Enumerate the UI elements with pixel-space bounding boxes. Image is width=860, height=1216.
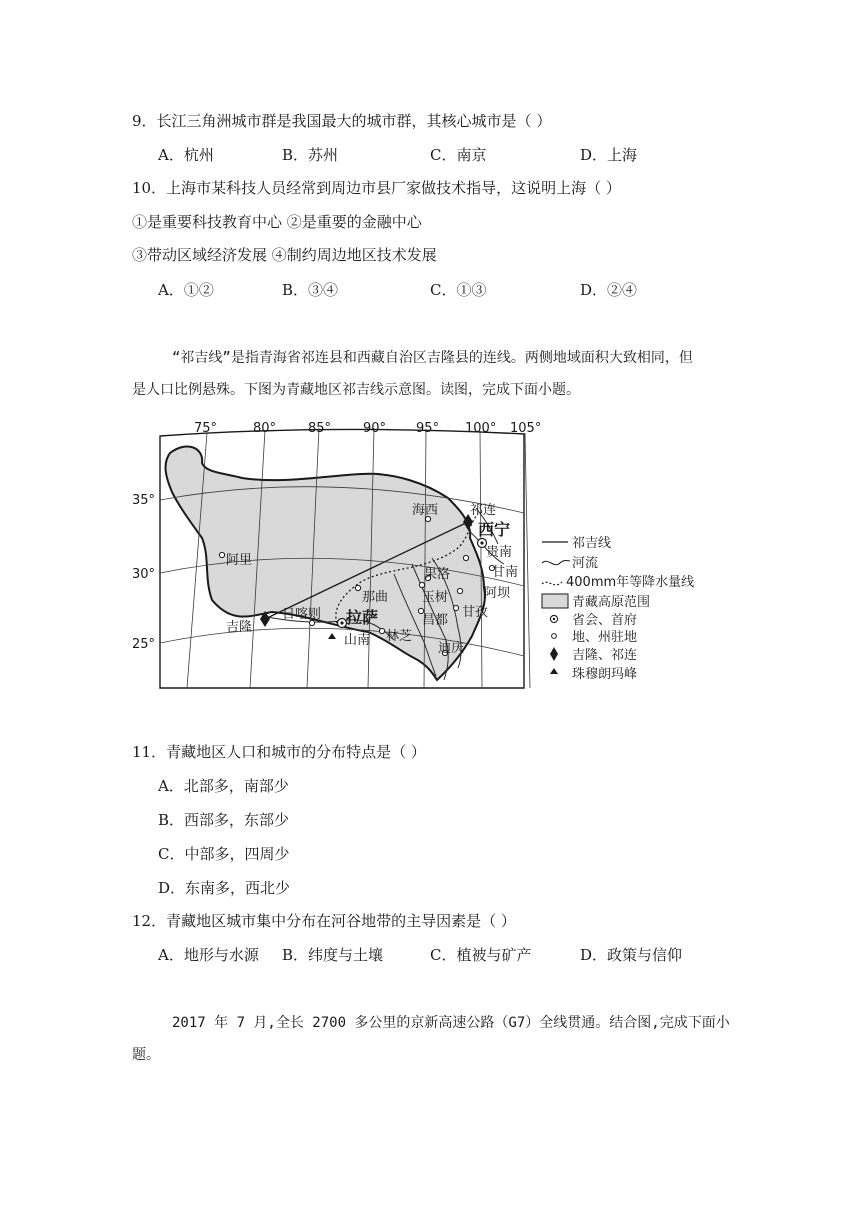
legend-prefecture: 地、州驻地	[572, 630, 638, 645]
q9-option-c[interactable]: C．南京	[430, 146, 487, 164]
lon-105: 105°	[510, 421, 542, 436]
label-guinan: 贵南	[486, 545, 513, 560]
legend-jilong-qilian: 吉隆、祁连	[572, 648, 638, 663]
label-ganzi: 甘孜	[462, 605, 489, 620]
label-ali: 阿里	[226, 553, 253, 568]
lat-35: 35°	[132, 493, 156, 508]
legend-isohyet: 400mm年等降水量线	[566, 575, 695, 590]
label-qilian: 祁连	[470, 503, 497, 518]
q9-option-d[interactable]: D．上海	[580, 146, 638, 164]
qiji-line-map	[132, 418, 732, 693]
label-guoluo: 果洛	[424, 567, 451, 582]
q10-stem: 10．上海市某科技人员经常到周边市县厂家做技术指导，这说明上海（ ）	[132, 179, 621, 197]
q12-stem: 12．青藏地区城市集中分布在河谷地带的主导因素是（ ）	[132, 912, 516, 930]
map-svg	[132, 418, 732, 693]
label-rikaze: 日喀则	[282, 607, 322, 622]
legend-river: 河流	[572, 556, 599, 571]
lon-75: 75°	[194, 421, 218, 436]
legend-qiji-line: 祁吉线	[572, 536, 612, 551]
q12-option-b[interactable]: B．纬度与土壤	[282, 946, 384, 964]
q11-option-a[interactable]: A．北部多，南部少	[158, 777, 289, 795]
intro2-line-2: 题。	[132, 1047, 160, 1063]
q10-option-a[interactable]: A．①②	[158, 281, 214, 299]
label-gannan: 甘南	[492, 565, 519, 580]
label-lasa: 拉萨	[346, 608, 379, 627]
map-legend	[542, 535, 694, 682]
lon-85: 85°	[308, 421, 332, 436]
lon-90: 90°	[363, 421, 387, 436]
q11-option-b[interactable]: B．西部多，东部少	[158, 811, 290, 829]
q12-option-d[interactable]: D．政策与信仰	[580, 946, 683, 964]
label-diqing: 迪庆	[438, 641, 465, 656]
label-haixi: 海西	[412, 503, 439, 518]
q10-option-c[interactable]: C．①③	[430, 281, 487, 299]
q12-option-c[interactable]: C．植被与矿产	[430, 946, 532, 964]
q10-statement-2: ③带动区域经济发展 ④制约周边地区技术发展	[132, 246, 437, 264]
q11-option-c[interactable]: C．中部多，四周少	[158, 845, 290, 863]
q11-stem: 11．青藏地区人口和城市的分布特点是（ ）	[132, 743, 426, 761]
q10-statement-1: ①是重要科技教育中心 ②是重要的金融中心	[132, 213, 422, 231]
label-aba: 阿坝	[484, 586, 511, 601]
q10-option-d[interactable]: D．②④	[580, 281, 638, 299]
q10-option-b[interactable]: B．③④	[282, 281, 339, 299]
legend-everest: 珠穆朗玛峰	[572, 667, 638, 682]
legend-plateau: 青藏高原范围	[572, 595, 651, 610]
lon-100: 100°	[465, 421, 497, 436]
q9-option-b[interactable]: B．苏州	[282, 146, 339, 164]
label-shannan: 山南	[344, 633, 371, 648]
lat-25: 25°	[132, 637, 156, 652]
label-linzhi: 林芝	[386, 629, 413, 644]
label-xining: 西宁	[478, 520, 511, 539]
q9-option-a[interactable]: A．杭州	[158, 146, 214, 164]
intro1-line-2: 是人口比例悬殊。下图为青藏地区祁吉线示意图。读图，完成下面小题。	[132, 382, 580, 398]
legend-capital: 省会、首府	[572, 613, 638, 628]
intro2-line-1: 2017 年 7 月,全长 2700 多公里的京新高速公路（G7）全线贯通。结合图,完成下面小	[172, 1015, 730, 1031]
lat-30: 30°	[132, 567, 156, 582]
q9-stem: 9．长江三角洲城市群是我国最大的城市群，其核心城市是（ ）	[132, 112, 552, 130]
label-nagqu: 那曲	[362, 590, 389, 605]
label-jilong: 吉隆	[226, 620, 253, 635]
q11-option-d[interactable]: D．东南多，西北少	[158, 879, 291, 897]
q12-option-a[interactable]: A．地形与水源	[158, 946, 259, 964]
lon-95: 95°	[416, 421, 440, 436]
label-changdu: 昌都	[422, 613, 449, 628]
lon-80: 80°	[253, 421, 277, 436]
label-yushu: 玉树	[422, 590, 449, 605]
latitude-labels	[132, 493, 155, 652]
intro1-line-1: “祁吉线”是指青海省祁连县和西藏自治区吉隆县的连线。两侧地域面积大致相同，但	[172, 350, 693, 366]
